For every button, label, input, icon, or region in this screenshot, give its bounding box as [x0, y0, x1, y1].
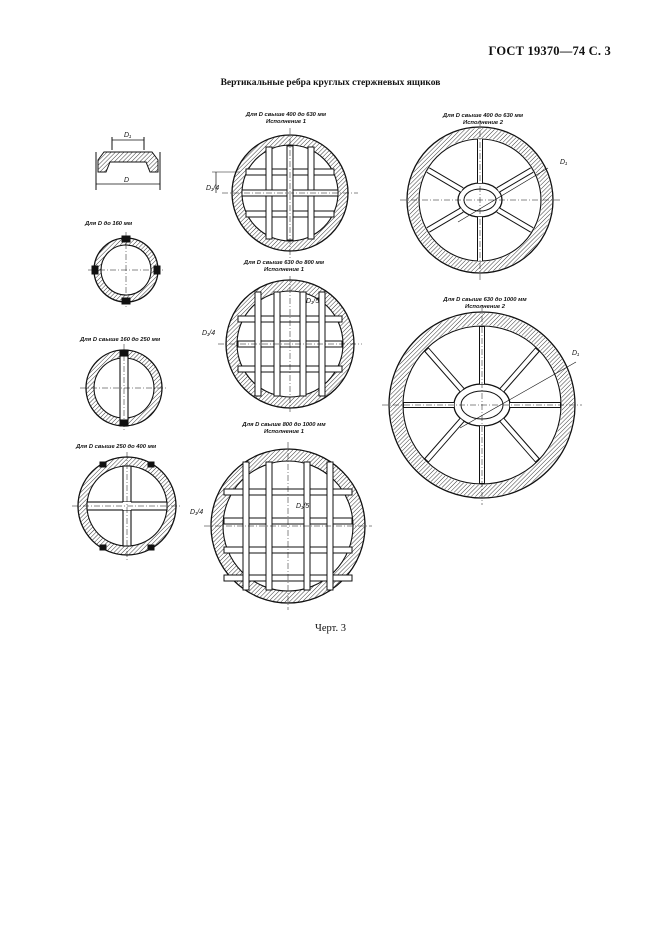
dim-d1-5: D₁/5 — [296, 503, 310, 510]
dim-d1: D₁ — [560, 159, 568, 166]
ring-d160-250 — [80, 344, 168, 432]
dim-d1-4: D₁/4 — [202, 330, 216, 337]
label-range: Для D свыше 400 до 630 мм — [442, 113, 524, 119]
wheel-d400-630-v2 — [400, 120, 568, 280]
ring-d160 — [88, 232, 164, 308]
ring-d630-800-v1 — [202, 276, 362, 412]
ring-d400-630-v1 — [206, 128, 358, 258]
label-version: Исполнение 1 — [264, 267, 304, 273]
label-version: Исполнение 2 — [463, 120, 503, 126]
label-version: Исполнение 1 — [264, 429, 304, 435]
figure-title: Вертикальные ребра круглых стержневых ящиков — [220, 78, 441, 88]
label-range: Для D свыше 630 до 1000 мм — [443, 297, 527, 303]
dim-d1: D₁ — [124, 132, 132, 139]
label-range: Для D свыше 400 до 630 мм — [245, 112, 327, 118]
profile-section-drawing — [96, 132, 160, 190]
label-range: Для D свыше 800 до 1000 мм — [242, 422, 326, 428]
document-reference: ГОСТ 19370—74 С. 3 — [488, 44, 611, 58]
wheel-d630-1000-v2 — [382, 305, 582, 505]
ring-d250-400 — [72, 452, 182, 560]
label-version: Исполнение 1 — [266, 119, 306, 125]
dim-d1-4: D₁/4 — [190, 509, 204, 516]
dim-d1-4: D₁/4 — [206, 185, 220, 192]
label-d160: Для D до 160 мм — [85, 221, 133, 227]
figure-caption: Черт. 3 — [315, 623, 346, 634]
dim-d: D — [124, 177, 130, 184]
label-range: Для D свыше 630 до 800 мм — [243, 260, 325, 266]
ring-d800-1000-v1 — [190, 442, 372, 610]
dim-d1-5: D₁/5 — [306, 298, 320, 305]
label-version: Исполнение 2 — [465, 304, 505, 310]
label-d160-250: Для D свыше 160 до 250 мм — [80, 337, 161, 343]
label-d250-400: Для D свыше 250 до 400 мм — [76, 444, 157, 450]
dim-d1: D₁ — [572, 350, 580, 357]
